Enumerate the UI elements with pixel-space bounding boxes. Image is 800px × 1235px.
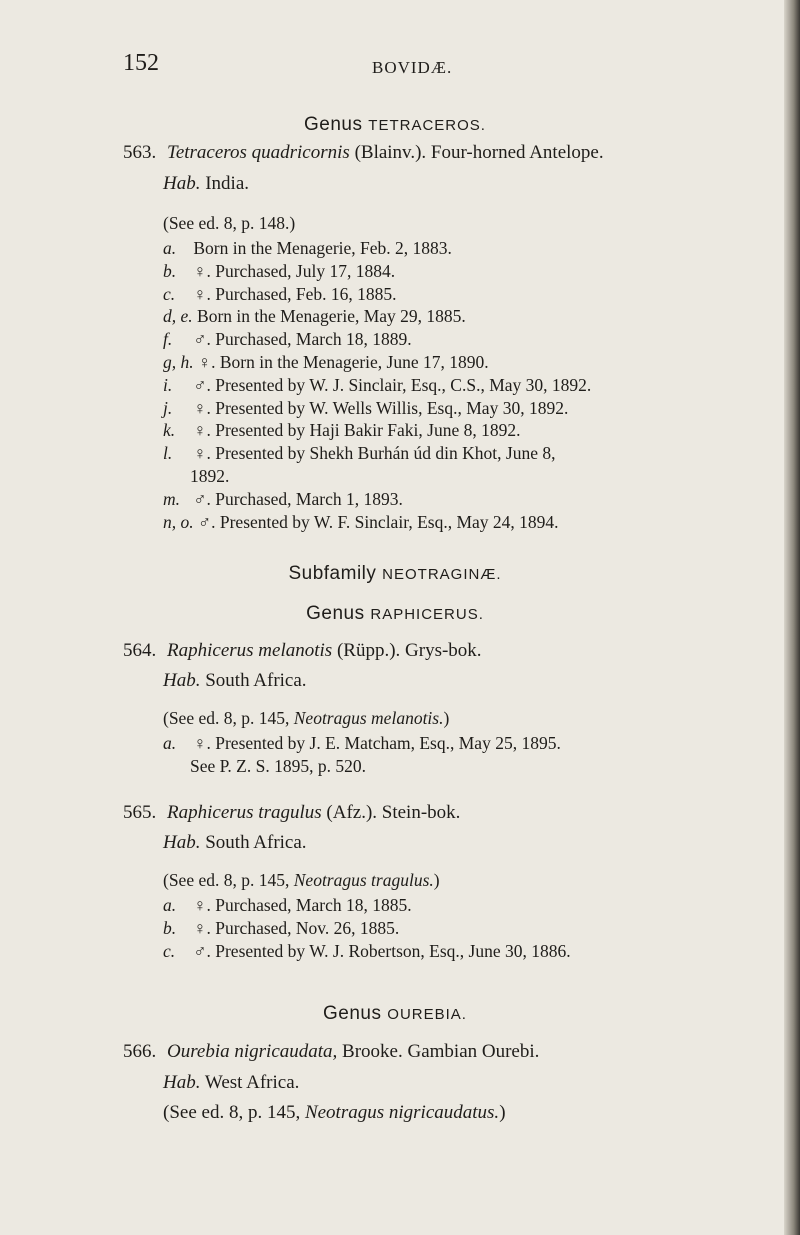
reference-566: (See ed. 8, p. 145, Neotragus nigricaudatus.) [163, 1102, 506, 1123]
species-entry-563: 563. Tetraceros quadricornis (Blainv.). Four-horned Antelope. [123, 142, 604, 163]
habitat-565: Hab. South Africa. [163, 832, 307, 853]
species-name: Raphicerus melanotis [167, 640, 333, 661]
species-entry-565: 565. Raphicerus tragulus (Afz.). Stein-bok. [123, 802, 461, 823]
habitat-564: Hab. South Africa. [163, 670, 307, 691]
specimen-item: b. ♀. Purchased, Nov. 26, 1885. [163, 918, 400, 938]
specimen-item: a. Born in the Menagerie, Feb. 2, 1883. [163, 238, 452, 258]
page-header [0, 52, 790, 82]
specimen-item: a. ♀. Purchased, March 18, 1885. [163, 895, 412, 915]
page-number: 152 [123, 50, 159, 76]
common-name: Gambian Ourebi. [407, 1041, 540, 1062]
specimen-item: l. ♀. Presented by Shekh Burhán úd din Khot, June 8, [163, 443, 556, 463]
habitat-566: Hab. West Africa. [163, 1072, 300, 1093]
species-name: Tetraceros quadricornis [167, 142, 350, 163]
specimen-item: a. ♀. Presented by J. E. Matcham, Esq., May 25, 1895. [163, 733, 561, 753]
species-author: (Afz.). [326, 802, 378, 823]
species-author: (Blainv.). [354, 142, 427, 163]
specimen-item: c. ♀. Purchased, Feb. 16, 1885. [163, 284, 397, 304]
reference-565: (See ed. 8, p. 145, Neotragus tragulus.) [163, 870, 440, 890]
specimen-item: k. ♀. Presented by Haji Bakir Faki, June 8, 1892. [163, 420, 521, 440]
genus-heading-ourebia: Genus OUREBIA. [323, 1003, 467, 1024]
running-head: BOVIDÆ. [372, 58, 453, 77]
specimen-item: c. ♂. Presented by W. J. Robertson, Esq., June 30, 1886. [163, 941, 571, 961]
species-entry-564: 564. Raphicerus melanotis (Rüpp.). Grys-bok. [123, 640, 482, 661]
species-author: Brooke. [342, 1041, 403, 1062]
specimen-item: f. ♂. Purchased, March 18, 1889. [163, 329, 412, 349]
reference-564: (See ed. 8, p. 145, Neotragus melanotis.) [163, 708, 450, 728]
subfamily-heading-neotraginae: Subfamily NEOTRAGINÆ. [288, 563, 502, 584]
specimen-item: d, e. Born in the Menagerie, May 29, 1885. [163, 306, 466, 326]
specimen-item-continuation: See P. Z. S. 1895, p. 520. [190, 756, 366, 776]
species-name: Ourebia nigricaudata, [167, 1041, 338, 1062]
common-name: Four-horned Antelope. [430, 142, 604, 163]
specimen-item: b. ♀. Purchased, July 17, 1884. [163, 261, 396, 281]
specimen-item-continuation: 1892. [190, 466, 230, 486]
common-name: Grys-bok. [405, 640, 482, 661]
specimen-item: j. ♀. Presented by W. Wells Willis, Esq., May 30, 1892. [163, 398, 569, 418]
specimen-item: m. ♂. Purchased, March 1, 1893. [163, 489, 403, 509]
specimen-item: i. ♂. Presented by W. J. Sinclair, Esq., C.S., May 30, 1892. [163, 375, 592, 395]
specimen-item: n, o. ♂. Presented by W. F. Sinclair, Esq., May 24, 1894. [163, 512, 559, 532]
specimen-item: g, h. ♀. Born in the Menagerie, June 17, 1890. [163, 352, 489, 372]
genus-heading-tetraceros: Genus TETRACEROS. [304, 114, 486, 135]
species-author: (Rüpp.). [336, 640, 401, 661]
reference-563: (See ed. 8, p. 148.) [163, 213, 296, 233]
species-name: Raphicerus tragulus [167, 802, 322, 823]
species-entry-566: 566. Ourebia nigricaudata, Brooke. Gambian Ourebi. [123, 1041, 540, 1062]
common-name: Stein-bok. [381, 802, 461, 823]
habitat-563: Hab. India. [163, 173, 250, 194]
genus-heading-raphicerus: Genus RAPHICERUS. [306, 603, 484, 624]
